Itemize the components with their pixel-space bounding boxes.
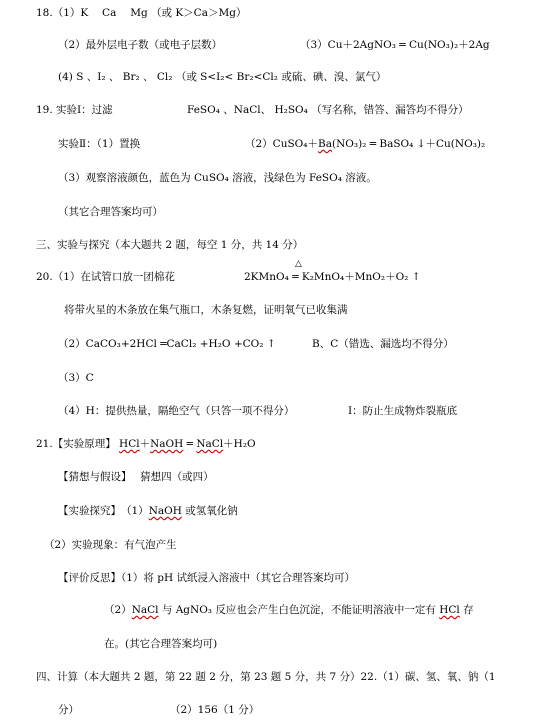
q21-nacl: NaCl xyxy=(196,438,224,450)
q21-naoh: NaOH xyxy=(150,438,184,450)
q21-exploration-label: 【实验探究】 （1） xyxy=(58,505,149,517)
q21-exploration-rest: 或氢氧化钠 xyxy=(181,505,238,517)
q21-phenomenon: （2）实验现象：有气泡产生 xyxy=(44,539,177,551)
q19-note: （其它合理答案均可） xyxy=(58,206,163,218)
q18-part2: （2）最外层电子数（或电子层数） xyxy=(58,39,223,51)
q20-part3: （3）C xyxy=(58,372,94,384)
q20-part1-equation: 2KMnO₄ ═ K₂MnO₄＋MnO₂＋O₂ ↑ xyxy=(244,271,421,283)
q21-reflection-2-label: （2） xyxy=(104,604,132,616)
q22-score-end: 分） xyxy=(58,704,79,716)
q21-hcl: HCl xyxy=(119,438,140,450)
heat-triangle-icon: △ xyxy=(295,259,302,269)
q21-reflection-nacl: NaCl xyxy=(131,604,159,616)
q21-exploration xyxy=(58,504,238,518)
q20-part4-h: （4）H：提供热量，隔绝空气（只答一项不得分） xyxy=(58,405,295,417)
q21-reflection-end: 存 xyxy=(459,604,474,616)
q20-part2-answer: B、C（错选、漏选均不得分） xyxy=(312,338,454,350)
q19-exp1-answer: FeSO₄ 、NaCl、 H₂SO₄ （写名称，错答、漏答均不得分） xyxy=(187,104,469,116)
q19-exp1-label: 19. 实验Ⅰ：过滤 xyxy=(36,104,113,116)
q19-exp2-part2-equation xyxy=(245,137,485,151)
q21-plus: ＋ xyxy=(139,438,151,450)
section-3-heading: 三、实验与探究（本大题共 2 题，每空 1 分，共 14 分） xyxy=(36,239,304,251)
q21-equals: ═ xyxy=(183,438,197,450)
q19-part3: （3）观察溶液颜色，蓝色为 CuSO₄ 溶液，浅绿色为 FeSO₄ 溶液。 xyxy=(58,172,377,184)
q21-reflection-mid: 与 AgNO₃ 反应也会产生白色沉淀，不能证明溶液中一定有 xyxy=(158,604,440,616)
q21-reflection-2 xyxy=(104,603,474,617)
q22-part2: （2）156（1 分） xyxy=(170,704,260,716)
q21-reflection-3: 在。(其它合理答案均可) xyxy=(104,638,218,650)
eq-wavy-ba: Ba xyxy=(318,138,332,150)
q21-principle-label: 21.【实验原理】 xyxy=(36,438,120,450)
q21-water: ＋H₂O xyxy=(223,438,256,450)
q21-reflection-hcl: HCl xyxy=(439,604,460,616)
q18-part4: (4) S 、I₂ 、 Br₂ 、 Cl₂ （或 S<I₂< Br₂<Cl₂ 或硫、碘、溴、氯气） xyxy=(58,71,387,83)
q20-part1-check: 将带火星的木条放在集气瓶口，木条复燃，证明氧气已收集满 xyxy=(64,304,348,316)
q18-part1: 18.（1）K Ca Mg （或 K＞Ca＞Mg） xyxy=(36,7,247,19)
q21-exploration-naoh: NaOH xyxy=(148,505,182,517)
q20-part1: 20.（1）在试管口放一团棉花 xyxy=(36,271,175,283)
q20-part2-equation: （2）CaCO₃+2HCl ═CaCl₂ +H₂O +CO₂ ↑ xyxy=(58,338,276,350)
q21-reflection-1: 【评价反思】（1）将 pH 试纸浸入溶液中（其它合理答案均可） xyxy=(58,572,355,584)
eq-suffix: (NO₃)₂ ═ BaSO₄ ↓＋Cu(NO₃)₂ xyxy=(331,138,486,150)
q18-part3-equation: （3）Cu＋2AgNO₃ ═ Cu(NO₃)₂＋2Ag xyxy=(300,39,490,51)
section-4-heading: 四、计算（本大题共 2 题，第 22 题 2 分，第 23 题 5 分，共 7 分）22.（1）碳、氢、氧、钠（1 xyxy=(36,671,496,683)
eq-prefix: （2）CuSO₄＋ xyxy=(245,138,318,150)
q19-exp2-part1: 实验Ⅱ：（1）置换 xyxy=(58,138,141,150)
q21-hypothesis: 【猜想与假设】 猜想四（或四） xyxy=(58,471,214,483)
q21-principle xyxy=(36,437,256,451)
q20-part4-i: I：防止生成物炸裂瓶底 xyxy=(348,405,458,417)
